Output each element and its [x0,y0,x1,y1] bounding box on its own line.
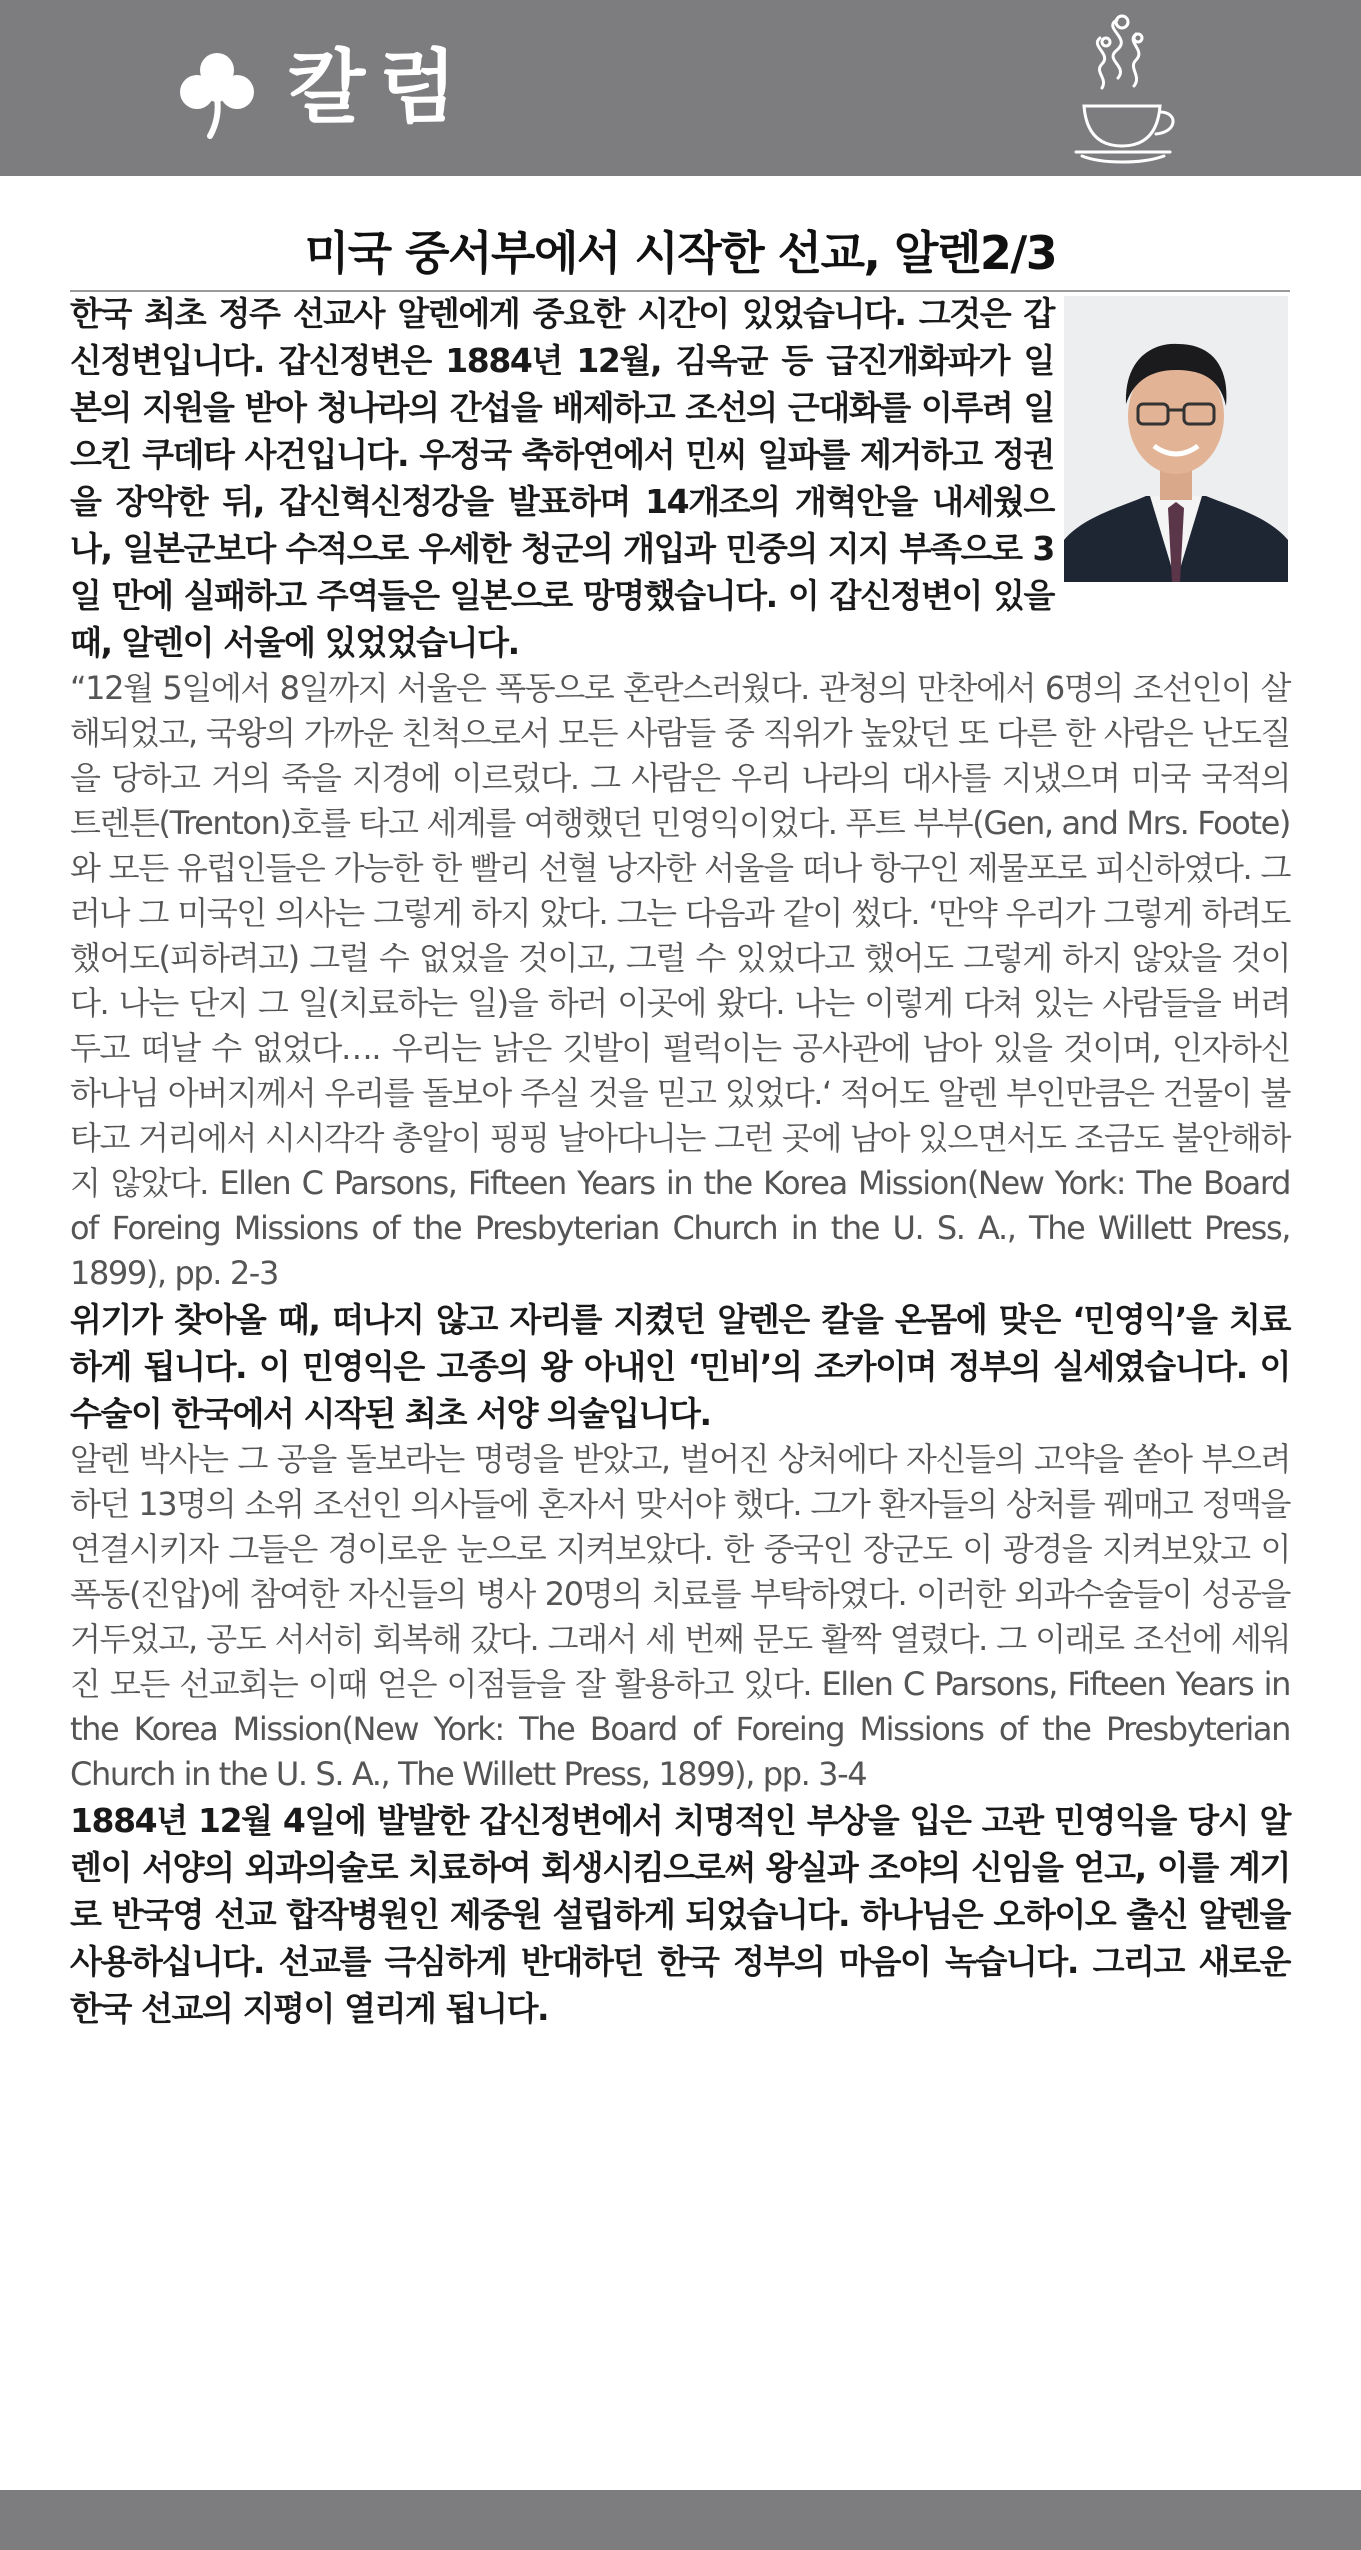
footer-band [0,2490,1361,2550]
quote-paragraph-2: 알렌 박사는 그 공을 돌보라는 명령을 받았고, 벌어진 상처에다 자신들의 고약을 쏟아 부으려 하던 13명의 소위 조선인 의사들에 혼자서 맞서야 했다. 그가 환자들의 상처를 꿰매고 정맥을 연결시키자 그들은 경이로운 눈으로 지켜보았다. 한 중국인 장군도 이 광경을 지켜보았고 이 폭동(진압)에 참여한 자신들의 병사 20명의 치료를 부탁하였다. 이러한 외과수술들이 성공을 거두었고, 공도 서서히 회복해 갔다. 그래서 세 번째 문도 활짝 열렸다. 그 이래로 조선에 세워진 모든 선교회는 이때 얻은 이점들을 잘 활용하고 있다. Ellen C Parsons, Fifteen Years in the Korea Mission(New York: The Board of Foreing Missions of the Presbyterian Church in the U. S. A., The Willett Press, 1899), pp. 3-4 [70,1440,1290,1793]
clover-icon [180,50,254,140]
paragraph-treatment: 위기가 찾아올 때, 떠나지 않고 자리를 지켰던 알렌은 칼을 온몸에 맞은 ‘민영익’을 치료하게 됩니다. 이 민영익은 고종의 왕 아내인 ‘민비’의 조카이며 정부의 실세였습니다. 이 수술이 한국에서 시작된 최초 서양 의술입니다. [70,1300,1290,1433]
article-title: 미국 중서부에서 시작한 선교, 알렌2/3 [304,226,1057,280]
header-band [0,0,1361,176]
article-body [70,290,1290,2032]
quote-paragraph-1: “12월 5일에서 8일까지 서울은 폭동으로 혼란스러웠다. 관청의 만찬에서 6명의 조선인이 살해되었고, 국왕의 가까운 친척으로서 모든 사람들 중 직위가 높았던 또 다른 한 사람은 난도질을 당하고 거의 죽을 지경에 이르렀다. 그 사람은 우리 나라의 대사를 지냈으며 미국 국적의 트렌튼(Trenton)호를 타고 세계를 여행했던 민영익이었다. 푸트 부부(Gen, and Mrs. Foote)와 모든 유럽인들은 가능한 한 빨리 선혈 낭자한 서울을 떠나 항구인 제물포로 피신하였다. 그러나 그 미국인 의사는 그렇게 하지 았다. 그는 다음과 같이 썼다. ‘만약 우리가 그렇게 하려도 했어도(피하려고) 그럴 수 없었을 것이고, 그럴 수 있었다고 했어도 그렇게 하지 않았을 것이다. 나는 단지 그 일(치료하는 일)을 하러 이곳에 왔다. 나는 이렇게 다쳐 있는 사람들을 버려 두고 떠날 수 없었다…. 우리는 낡은 깃발이 펄럭이는 공사관에 남아 있을 것이며, 인자하신 하나님 아버지께서 우리를 돌보아 주실 것을 믿고 있었다.‘ 적어도 알렌 부인만큼은 건물이 불타고 거리에서 시시각각 총알이 핑핑 날아다니는 그런 곳에 남아 있으면서도 조금도 불안해하지 않았다. Ellen C Parsons, Fifteen Years in the Korea Mission(New York: The Board of Foreing Missions of the Presbyterian Church in the U. S. A., The Willett Press, 1899), pp. 2-3 [70,669,1290,1292]
section-title: 칼럼 [288,41,471,134]
photo-space [1054,290,1290,588]
paragraph-intro: 한국 최초 정주 선교사 알렌에게 중요한 시간이 있었습니다. 그것은 갑신정변입니다. 갑신정변은 1884년 12월, 김옥균 등 급진개화파가 일본의 지원을 받아 청나라의 간섭을 배제하고 조선의 근대화를 이루려 일으킨 쿠데타 사건입니다. 우정국 축하연에서 민씨 일파를 제거하고 정권을 장악한 뒤, 갑신혁신정강을 발표하며 14개조의 개혁안을 내세웠으나, 일본군보다 수적으로 우세한 청군의 개입과 민중의 지지 부족으로 3일 만에 실패하고 주역들은 일본으로 망명했습니다. 이 갑신정변이 있을 때, 알렌이 서울에 있었었습니다. [70,294,1054,662]
coffee-cup-icon [1062,8,1182,168]
paragraph-conclusion: 1884년 12월 4일에 발발한 갑신정변에서 치명적인 부상을 입은 고관 민영익을 당시 알렌이 서양의 외과의술로 치료하여 회생시킴으로써 왕실과 조야의 신임을 얻고, 이를 계기로 반국영 선교 합작병원인 제중원 설립하게 되었습니다. 하나님은 오하이오 출신 알렌을 사용하십니다. 선교를 극심하게 반대하던 한국 정부의 마음이 녹습니다. 그리고 새로운 한국 선교의 지평이 열리게 됩니다. [70,1801,1290,2028]
